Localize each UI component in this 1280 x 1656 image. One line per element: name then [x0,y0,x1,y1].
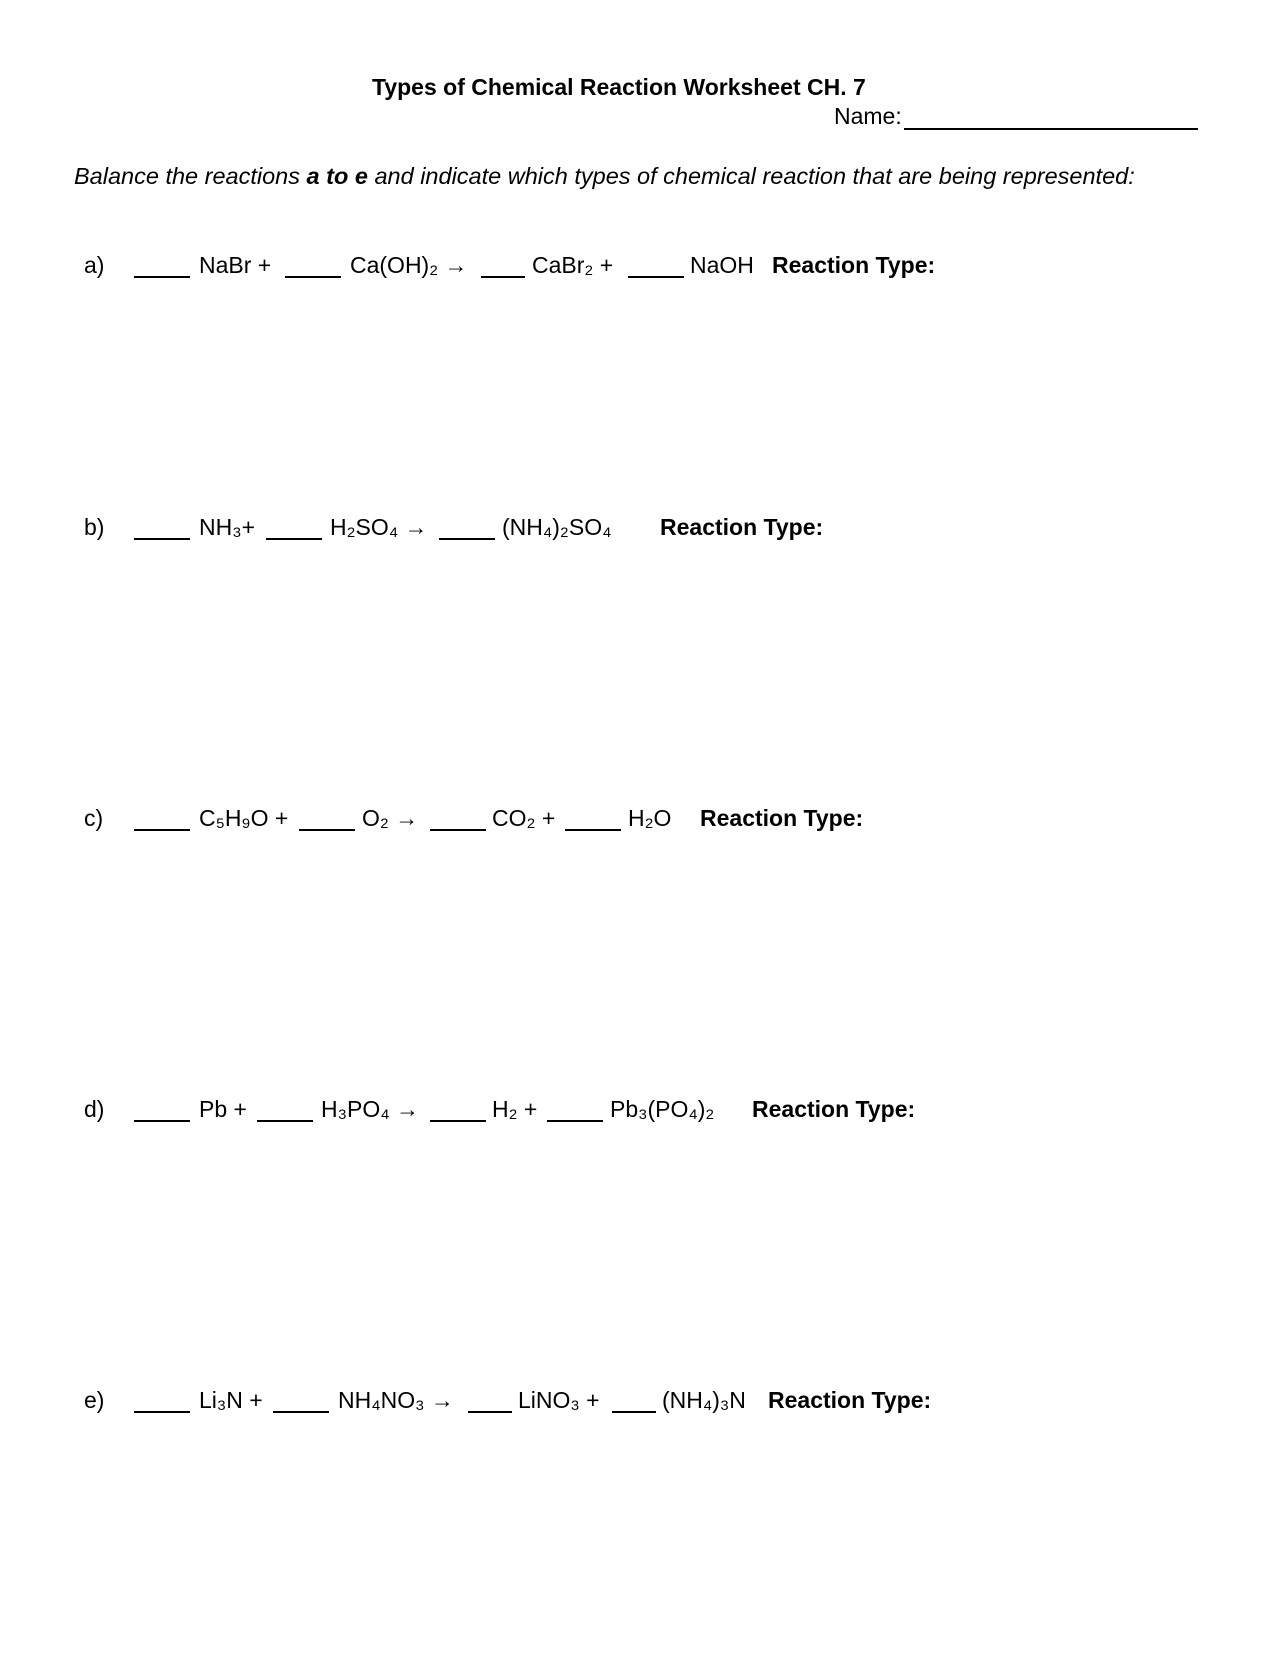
reaction-term: NaBr + [199,252,272,278]
coefficient-blank[interactable] [134,1387,190,1413]
instructions-bold: a to e [306,163,368,189]
reaction-term: (NH₄)₂SO₄ [502,514,612,540]
reaction-term: Pb₃(PO₄)₂ [610,1096,715,1122]
coefficient-blank[interactable] [439,514,495,540]
instructions-text-2: and indicate which types of chemical reaction that are being represented: [367,163,1135,189]
coefficient-blank[interactable] [257,1096,313,1122]
reaction-type-label: Reaction Type: [660,514,824,540]
coefficient-blank[interactable] [430,1096,486,1122]
reaction-type-label: Reaction Type: [700,805,864,831]
instructions [74,162,1174,190]
reaction-term: H₂SO₄ → [330,514,428,540]
reaction-label: c) [84,805,104,831]
reaction-label: d) [84,1096,105,1122]
name-field-row [834,102,1198,130]
reaction-type-label: Reaction Type: [752,1096,916,1122]
name-label: Name: [834,103,902,129]
reaction-term: LiNO₃ + [518,1387,600,1413]
reaction-term: NaOH [690,252,754,278]
coefficient-blank[interactable] [565,805,621,831]
coefficient-blank[interactable] [134,252,190,278]
reaction-term: O₂ → [362,805,419,831]
coefficient-blank[interactable] [134,1096,190,1122]
reaction-term: Pb + [199,1096,247,1122]
coefficient-blank[interactable] [299,805,355,831]
coefficient-blank[interactable] [628,252,684,278]
reaction-term: NH₄NO₃ → [338,1387,454,1413]
reaction-term: CaBr₂ + [532,252,614,278]
reaction-term: (NH₄)₃N [662,1387,746,1413]
coefficient-blank[interactable] [612,1387,656,1413]
coefficient-blank[interactable] [547,1096,603,1122]
reaction-label: e) [84,1387,105,1413]
reaction-type-label: Reaction Type: [772,252,936,278]
reaction-term: H₃PO₄ → [321,1096,419,1122]
reaction-term: CO₂ + [492,805,556,831]
reaction-label: a) [84,252,105,278]
reaction-term: H₂ + [492,1096,538,1122]
instructions-text-1: Balance the reactions [74,163,307,189]
coefficient-blank[interactable] [468,1387,512,1413]
reaction-label: b) [84,514,105,540]
reaction-term: NH₃+ [199,514,256,540]
reaction-term: Ca(OH)₂ → [350,252,468,278]
name-blank[interactable] [904,102,1198,130]
coefficient-blank[interactable] [430,805,486,831]
coefficient-blank[interactable] [266,514,322,540]
worksheet-title: Types of Chemical Reaction Worksheet CH. 7 [372,74,866,100]
reaction-term: H₂O [628,805,672,831]
coefficient-blank[interactable] [134,805,190,831]
reaction-term: C₅H₉O + [199,805,289,831]
coefficient-blank[interactable] [285,252,341,278]
coefficient-blank[interactable] [273,1387,329,1413]
coefficient-blank[interactable] [134,514,190,540]
reaction-term: Li₃N + [199,1387,263,1413]
coefficient-blank[interactable] [481,252,525,278]
reaction-type-label: Reaction Type: [768,1387,932,1413]
